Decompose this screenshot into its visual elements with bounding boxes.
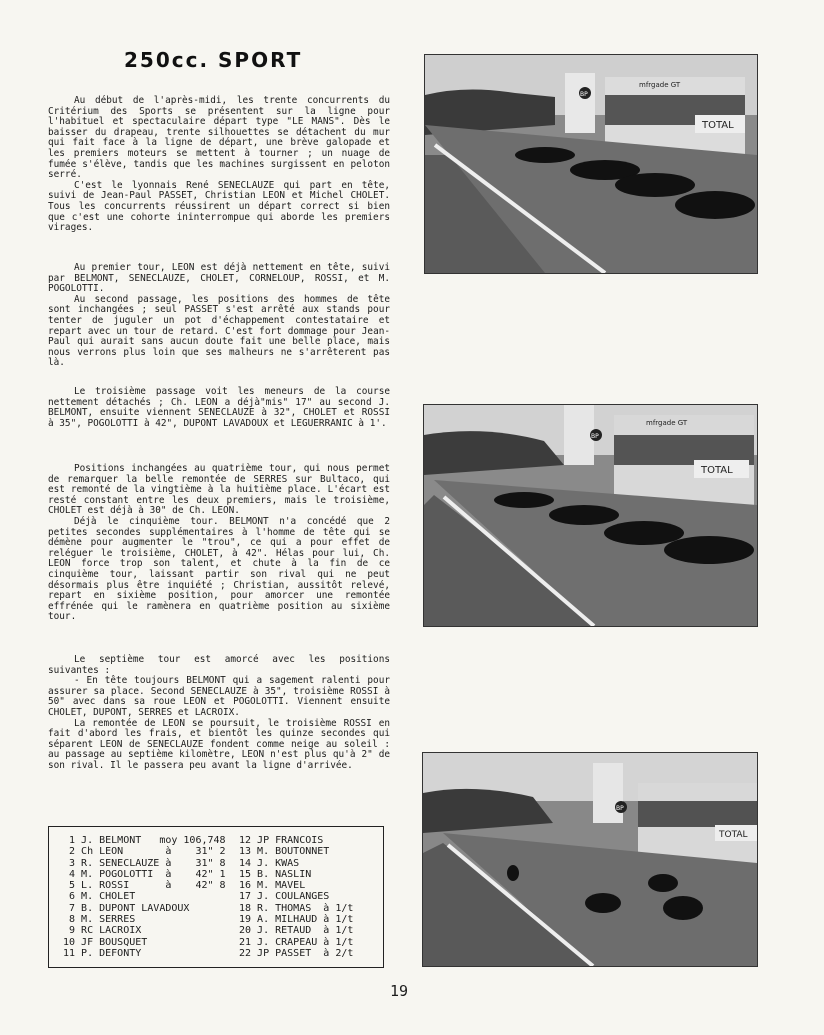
result-row: 8 M. SERRES xyxy=(63,914,136,926)
result-row: 22 JP PASSET à 2/t xyxy=(239,947,354,959)
paragraph: C'est le lyonnais René SENECLAUZE qui part en tête, suivi de Jean-Paul PASSET, Christian LEON et Michel CHOLET. Tous les concurrents réussirent un départ correct si bien que c'est une cohorte ininterrompue qui aborde les premiers virages. xyxy=(48,179,390,234)
result-row: 14 J. KWAS xyxy=(239,857,300,869)
total-sign-2: TOTAL xyxy=(701,465,733,476)
race-start-photo-1 xyxy=(424,54,758,274)
result-row: 13 M. BOUTONNET xyxy=(239,846,330,858)
result-row: 9 RC LACROIX xyxy=(63,925,142,937)
results-column-right xyxy=(239,835,353,959)
bp-sign-1: BP xyxy=(580,91,588,98)
result-row: 19 A. MILHAUD à 1/t xyxy=(239,914,354,926)
paragraph: Le septième tour est amorcé avec les positions suivantes : xyxy=(48,654,390,676)
total-sign-1: TOTAL xyxy=(702,120,734,131)
article-block-3 xyxy=(48,387,390,429)
result-row: 11 P. DEFONTY xyxy=(63,947,142,959)
result-row: 16 M. MAVEL xyxy=(239,880,306,892)
race-photo-3 xyxy=(422,752,758,967)
result-row: 1 J. BELMONT moy 106,748 xyxy=(63,835,226,846)
station-sign-2: mfrgade GT xyxy=(646,419,688,427)
paragraph: La remontée de LEON se poursuit, le troisième ROSSI en fait d'abord les frais, et bientôt les quinze secondes qui séparent LEON de SENECLAUZE fondent comme neige au soleil : au passage au septième kilomètre, LEON n'est plus qu'à 2" de son rival. Il le passera peu avant la ligne d'arrivée. xyxy=(48,717,390,771)
total-sign-3: TOTAL xyxy=(719,830,748,840)
race-start-photo-2 xyxy=(423,404,758,627)
result-row: 10 JF BOUSQUET xyxy=(63,936,148,948)
result-row: 7 B. DUPONT LAVADOUX xyxy=(63,902,190,914)
article-block-4 xyxy=(48,464,390,623)
result-row: 21 J. CRAPEAU à 1/t xyxy=(239,936,354,948)
paragraph: Au début de l'après-midi, les trente concurrents du Critérium des Sports se présentent sur la ligne pour l'habituel et spectaculaire départ type "LE MANS". Dès le baisser du drapeau, trente silhouettes se détachent du mur qui fait face à la ligne de départ, une brève galopade et les premiers moteurs se mettent à tourner ; un nuage de fumée s'élève, tandis que les machines surgissent en peloton serré. xyxy=(48,95,390,181)
result-row: 20 J. RETAUD à 1/t xyxy=(239,925,354,937)
result-row: 15 B. NASLIN xyxy=(239,868,312,880)
article-block-5 xyxy=(48,655,390,772)
paragraph: - En tête toujours BELMONT qui a sagement ralenti pour assurer sa place. Second SENECLAUZE à 35", troisième ROSSI à 50" avec dans sa roue LEON et POGOLOTTI. Viennent ensuite CHOLET, DUPONT, SERRES et LACROIX. xyxy=(48,675,390,718)
bp-sign-2: BP xyxy=(591,433,599,440)
results-table xyxy=(48,826,384,968)
result-row: 17 J. COULANGES xyxy=(239,891,330,903)
page-number: 19 xyxy=(390,982,409,1000)
result-row: 6 M. CHOLET xyxy=(63,891,136,903)
result-row: 18 R. THOMAS à 1/t xyxy=(239,902,354,914)
paragraph: Au premier tour, LEON est déjà nettement en tête, suivi par BELMONT, SENECLAUZE, CHOLET, CORNELOUP, ROSSI, et M. POGOLOTTI. xyxy=(48,262,390,295)
paragraph: Le troisième passage voit les meneurs de la course nettement détachés ; Ch. LEON a déjà"mis" 17" au second J. BELMONT, ensuite viennent SENECLAUZE à 32", CHOLET et ROSSI à 35", POGOLOTTI à 42", DUPONT LAVADOUX et LEGUERRANIC à 1'. xyxy=(48,386,390,429)
paragraph: Au second passage, les positions des hommes de tête sont inchangées ; seul PASSET s'est arrêté aux stands pour tenter de juguler un pot d'échappement contestataire et repart avec un tour de retard. C'est fort dommage pour Jean-Paul qui aurait sans aucun doute fait une belle place, mais nous verrons plus loin que ses malheurs ne s'arrêterent pas là. xyxy=(48,293,390,369)
result-row: 2 Ch LEON à 31" 2 xyxy=(63,846,226,858)
result-row: 12 JP FRANCOIS xyxy=(239,835,324,846)
result-row: 4 M. POGOLOTTI à 42" 1 xyxy=(63,868,226,880)
paragraph: Déjà le cinquième tour. BELMONT n'a concédé que 2 petites secondes supplémentaires à l'homme de tête qui se démène pour augmenter le "trou", ce qui a pour effet de reléguer le troisième, CHOLET, à 42". Hélas pour lui, Ch. LEON force trop son talent, et chute à la fin de ce cinquième tour, laissant partir son rival qui ne peut désormais plus être inquiété ; Christian, aussitôt relevé, repart en sixième position, pour amorcer une remontée effrénée qui le ramènera en quatrième position au sixième tour. xyxy=(48,515,390,623)
station-sign-1: mfrgade GT xyxy=(639,81,681,89)
bp-sign-3: BP xyxy=(616,805,624,812)
article-block-1 xyxy=(48,96,390,234)
paragraph: Positions inchangées au quatrième tour, qui nous permet de remarquer la belle remontée de SERRES sur Bultaco, qui est remonté de la vingtième à la huitième place. L'écart est resté constant entre les deux premiers, mais le troisième, CHOLET est déjà à 30" de Ch. LEON. xyxy=(48,463,390,517)
article-block-2 xyxy=(48,263,390,369)
result-row: 5 L. ROSSI à 42" 8 xyxy=(63,880,226,892)
result-row: 3 R. SENECLAUZE à 31" 8 xyxy=(63,857,226,869)
page-title: 250cc. SPORT xyxy=(124,48,303,72)
results-column-left xyxy=(63,835,226,959)
